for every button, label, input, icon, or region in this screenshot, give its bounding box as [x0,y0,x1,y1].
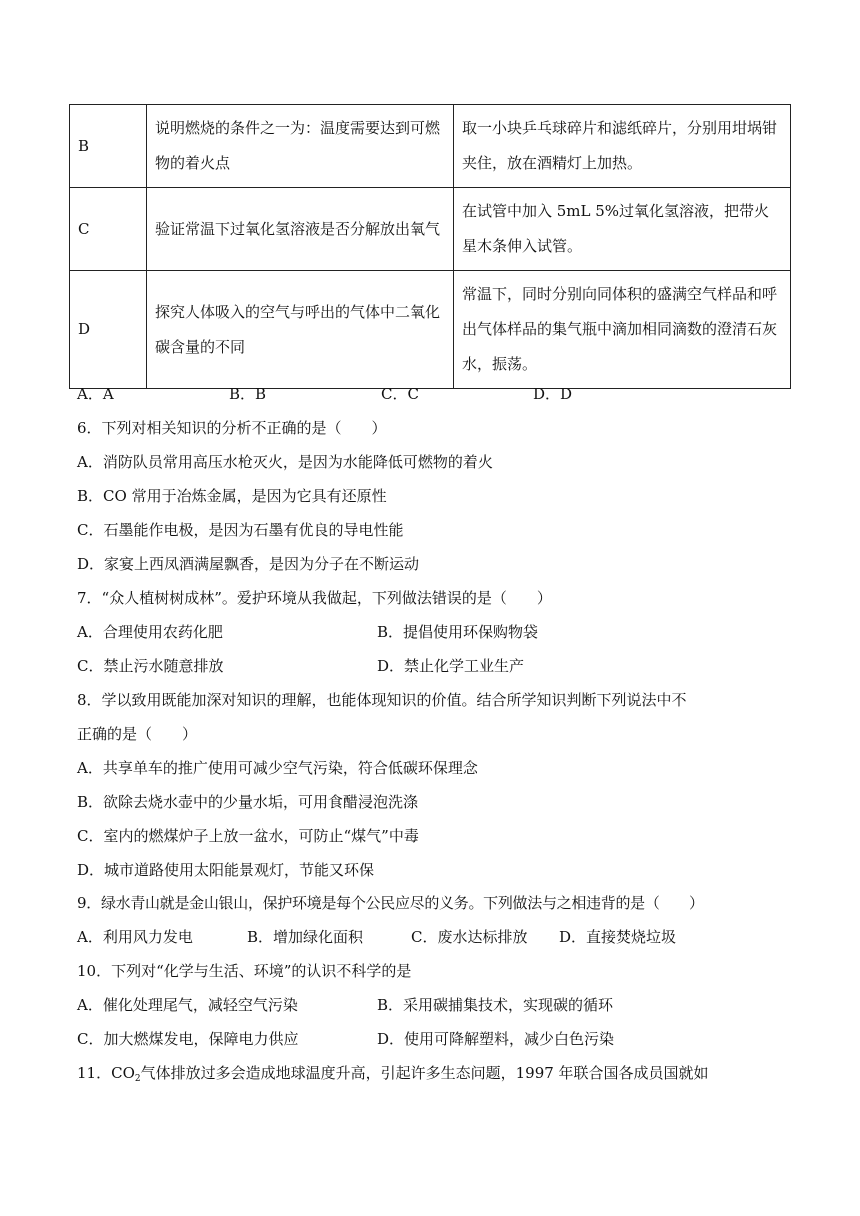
q7-options-row2 [77,656,524,676]
q6-option-c[interactable]: C．石墨能作电极，是因为石墨有优良的导电性能 [77,521,404,539]
q8-option-c[interactable]: C．室内的燃煤炉子上放一盆水，可防止“煤气”中毒 [77,827,419,845]
row-method: 在试管中加入 5mL 5%过氧化氢溶液，把带火星木条伸入试管。 [454,188,791,271]
q6-option-d[interactable]: D．家宴上西凤酒满屋飘香，是因为分子在不断运动 [77,555,420,573]
table-row [70,271,791,389]
row-purpose: 探究人体吸入的空气与呼出的气体中二氧化碳含量的不同 [147,271,454,389]
q9-option-b[interactable]: B．增加绿化面积 [247,928,364,946]
q8-stem-line2: 正确的是（ ） [77,725,198,743]
table-row [70,188,791,271]
q9-option-d[interactable]: D．直接焚烧垃圾 [559,928,677,946]
q5-options [77,384,572,404]
q7-option-d[interactable]: D．禁止化学工业生产 [377,657,525,675]
q6-option-a[interactable]: A．消防队员常用高压水枪灭火，是因为水能降低可燃物的着火 [77,453,493,471]
q7-option-c[interactable]: C．禁止污水随意排放 [77,657,224,675]
q9-option-a[interactable]: A．利用风力发电 [77,928,193,946]
option-d[interactable]: D．D [533,385,573,403]
row-purpose: 说明燃烧的条件之一为：温度需要达到可燃物的着火点 [147,105,454,188]
q10-options-row1 [77,995,613,1015]
q11-rest: 气体排放过多会造成地球温度升高，引起许多生态问题，1997 年联合国各成员国就如 [140,1064,709,1082]
table-row [70,105,791,188]
q8-stem-line1: 8．学以致用既能加深对知识的理解，也能体现知识的价值。结合所学知识判断下列说法中不 [77,691,687,709]
q10-option-a[interactable]: A．催化处理尾气，减轻空气污染 [77,996,298,1014]
q11-subscript: 2 [134,1074,141,1084]
q7-options-row1 [77,622,538,642]
row-purpose: 验证常温下过氧化氢溶液是否分解放出氧气 [147,188,454,271]
experiment-table [69,104,791,389]
row-letter: B [70,105,147,188]
q8-option-d[interactable]: D．城市道路使用太阳能景观灯，节能又环保 [77,861,375,879]
q7-option-b[interactable]: B．提倡使用环保购物袋 [377,623,539,641]
option-b[interactable]: B．B [229,385,267,403]
q10-option-b[interactable]: B．采用碳捕集技术，实现碳的循环 [377,996,614,1014]
q11-prefix: 11．CO [77,1064,135,1082]
q7-option-a[interactable]: A．合理使用农药化肥 [77,623,223,641]
row-letter: D [70,271,147,389]
q6-option-b[interactable]: B．CO 常用于冶炼金属，是因为它具有还原性 [77,487,387,505]
option-a[interactable]: A．A [77,385,114,403]
q9-options [77,927,676,947]
q10-stem: 10．下列对“化学与生活、环境”的认识不科学的是 [77,962,412,980]
q9-stem: 9．绿水青山就是金山银山，保护环境是每个公民应尽的义务。下列做法与之相违背的是（ ） [77,894,704,912]
q11-stem [77,1063,709,1083]
row-letter: C [70,188,147,271]
row-method: 取一小块乒乓球碎片和滤纸碎片，分别用坩埚钳夹住，放在酒精灯上加热。 [454,105,791,188]
q8-option-a[interactable]: A．共享单车的推广使用可减少空气污染，符合低碳环保理念 [77,759,478,777]
q6-stem: 6．下列对相关知识的分析不正确的是（ ） [77,419,387,437]
q10-option-d[interactable]: D．使用可降解塑料，减少白色污染 [377,1030,615,1048]
q10-options-row2 [77,1029,614,1049]
q9-option-c[interactable]: C．废水达标排放 [411,928,528,946]
option-c[interactable]: C．C [381,385,419,403]
q7-stem: 7．“众人植树树成林”。爱护环境从我做起，下列做法错误的是（ ） [77,589,552,607]
q8-option-b[interactable]: B．欲除去烧水壶中的少量水垢，可用食醋浸泡洗涤 [77,793,419,811]
row-method: 常温下，同时分别向同体积的盛满空气样品和呼出气体样品的集气瓶中滴加相同滴数的澄清石灰水，振荡。 [454,271,791,389]
q10-option-c[interactable]: C．加大燃煤发电，保障电力供应 [77,1030,299,1048]
